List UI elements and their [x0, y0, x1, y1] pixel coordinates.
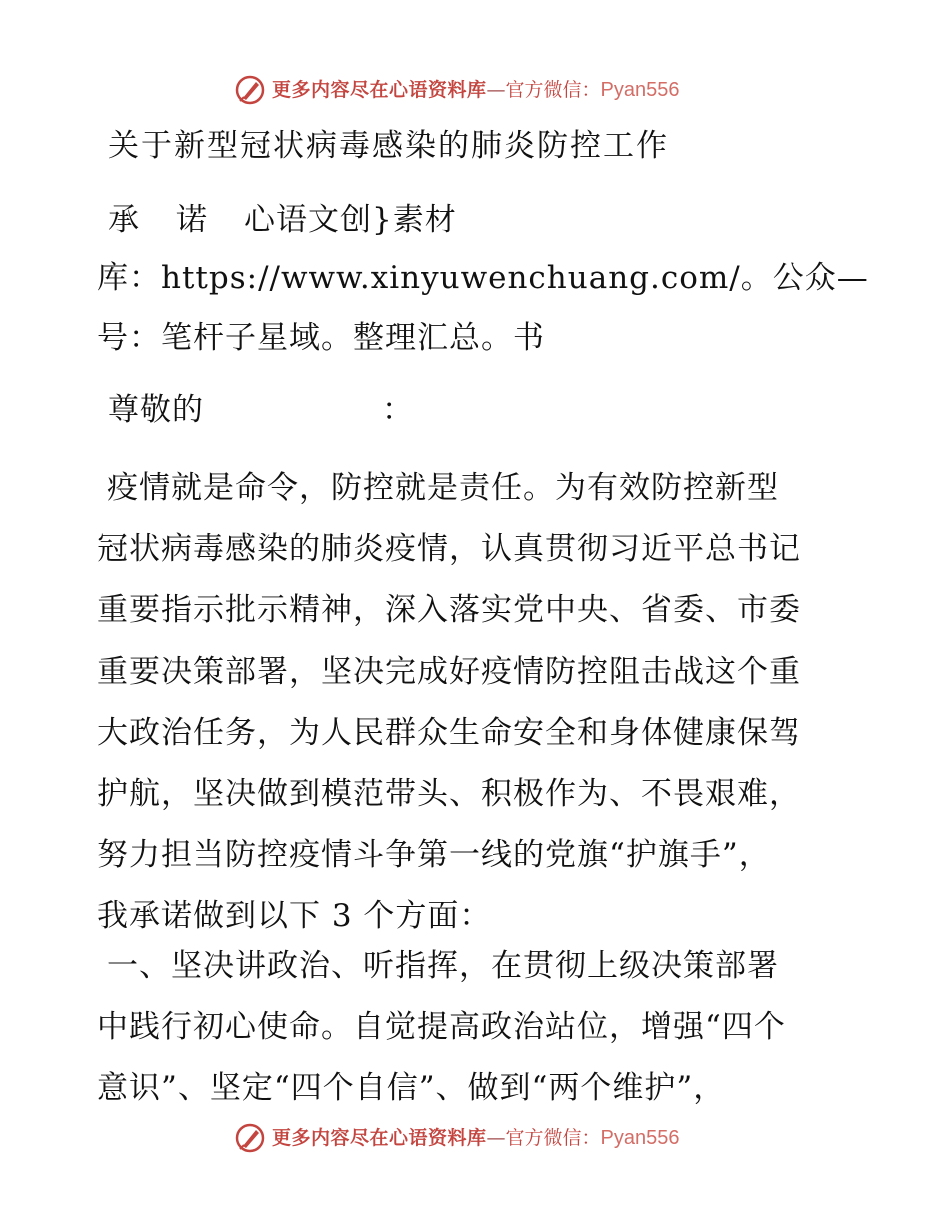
banner-wechat-id: Pyan556 — [600, 79, 680, 101]
header-watermark-banner — [0, 72, 950, 112]
paragraph-line: 意识”、坚定“四个自信”、做到“两个维护”， — [97, 1070, 726, 1107]
footer-watermark-banner — [0, 1120, 950, 1160]
paragraph-line: 大政治任务，为人民群众生命安全和身体健康保驾 — [97, 714, 801, 751]
paragraph-line: 一、坚决讲政治、听指挥，在贯彻上级决策部署 — [107, 948, 779, 984]
banner-text — [272, 1124, 680, 1152]
banner-source-text: 更多内容尽在心语资料库 — [272, 79, 487, 101]
paragraph-line: 冠状病毒感染的肺炎疫情，认真贯彻习近平总书记 — [97, 531, 801, 568]
paragraph-line: 疫情就是命令，防控就是责任。为有效防控新型 — [107, 470, 779, 506]
banner-dash: — — [486, 79, 506, 101]
banner-wechat-label: 官方微信： — [505, 79, 601, 101]
paragraph-line: 努力担当防控疫情斗争第一线的党旗“护旗手”， — [97, 837, 771, 874]
paragraph-2 — [97, 936, 857, 1120]
paragraph-line: 重要决策部署，坚决完成好疫情防控阻击战这个重 — [97, 653, 801, 690]
paragraph-line: 护航，坚决做到模范带头、积极作为、不畏艰难， — [97, 776, 801, 813]
salutation-colon: ： — [382, 392, 414, 428]
banner-text — [272, 76, 680, 104]
url-line: 库：https://www.xinyuwenchuang.com/。公众— — [97, 260, 869, 296]
banner-source-text: 更多内容尽在心语资料库 — [272, 1127, 487, 1149]
banner-dash: — — [486, 1127, 506, 1149]
paragraph-line: 中践行初心使命。自觉提高政治站位，增强“四个 — [97, 1009, 786, 1046]
public-account-line: 号：笔杆子星域。整理汇总。书 — [97, 320, 545, 356]
banner-wechat-id: Pyan556 — [600, 1127, 680, 1149]
banner-wechat-label: 官方微信： — [505, 1127, 601, 1149]
paragraph-line: 重要指示批示精神，深入落实党中央、省委、市委 — [97, 592, 801, 629]
promise-source-text: 心语文创}素材 — [244, 202, 457, 238]
promise-char-1: 承 — [108, 202, 140, 238]
quill-logo-icon — [234, 74, 266, 106]
salutation — [108, 390, 414, 430]
promise-line — [108, 200, 457, 240]
document-title: 关于新型冠状病毒感染的肺炎防控工作 — [108, 128, 669, 164]
promise-char-2: 诺 — [176, 202, 208, 238]
paragraph-line: 我承诺做到以下 3 个方面： — [97, 898, 492, 935]
salutation-text: 尊敬的 — [108, 392, 204, 428]
quill-logo-icon — [234, 1122, 266, 1154]
paragraph-1 — [97, 458, 857, 948]
